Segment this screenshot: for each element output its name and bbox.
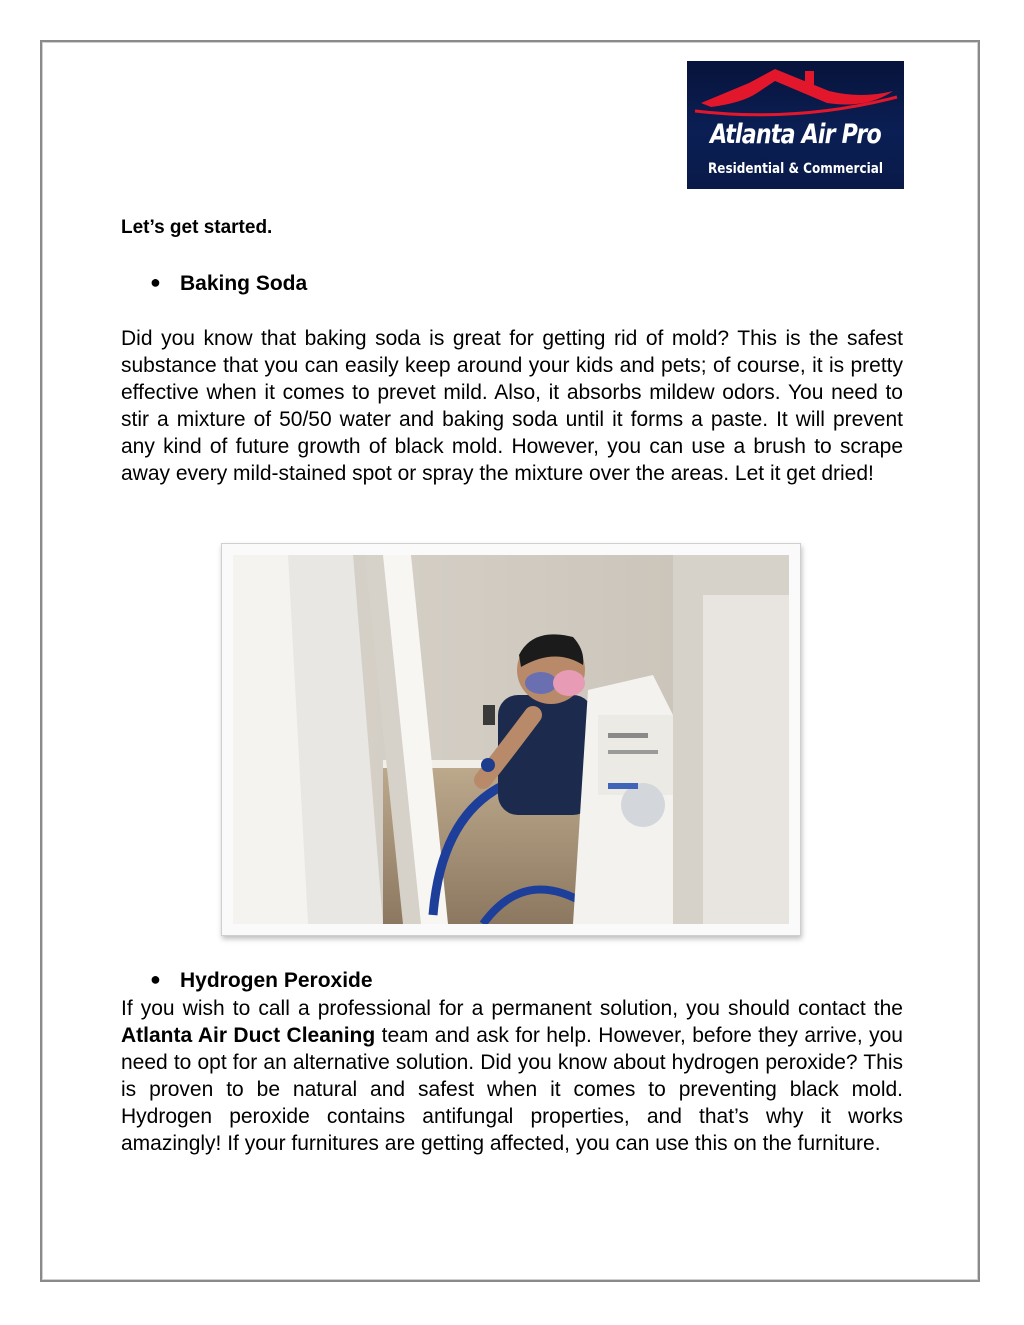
heading-text: Hydrogen Peroxide bbox=[180, 969, 373, 992]
section-heading-hydrogen-peroxide bbox=[150, 969, 373, 993]
heading-text: Baking Soda bbox=[180, 272, 308, 295]
photo-image bbox=[233, 555, 789, 924]
intro-heading: Let’s get started. bbox=[121, 217, 273, 238]
technician-photo bbox=[221, 543, 801, 936]
company-link-text: Atlanta Air Duct Cleaning bbox=[121, 1024, 376, 1047]
bullet-icon: ● bbox=[150, 272, 161, 292]
bullet-icon: ● bbox=[150, 969, 161, 989]
section-heading-baking-soda bbox=[150, 272, 307, 296]
company-logo bbox=[687, 61, 904, 189]
baking-soda-paragraph: Did you know that baking soda is great for getting rid of mold? This is the safest substance that you can easily keep around your kids and pets; of course, it is pretty effective when it comes to prevet mild. Also, it absorbs mildew odors. You need to stir a mixture of 50/50 water and baking soda until it forms a paste. It will prevent any kind of future growth of black mold. However, you can use a brush to scrape away every mild-stained spot or spray the mixture over the areas. Let it get dried! bbox=[121, 327, 903, 485]
paragraph-text: team and ask for help. However, before they arrive, you need to opt for an alternative solution. Did you know about hydrogen peroxide? This is proven to be natural and safest when it comes to preventing black mold. Hydrogen peroxide contains antifungal properties, and that’s why it works amazingly! If your furnitures are getting affected, you can use this on the furniture. bbox=[121, 1024, 903, 1155]
logo-title: Atlanta Air Pro bbox=[710, 119, 881, 150]
paragraph-text: If you wish to call a professional for a permanent solution, you should contact the bbox=[121, 997, 903, 1020]
hydrogen-peroxide-paragraph bbox=[121, 995, 903, 1157]
logo-subtitle: Residential & Commercial bbox=[708, 161, 883, 177]
